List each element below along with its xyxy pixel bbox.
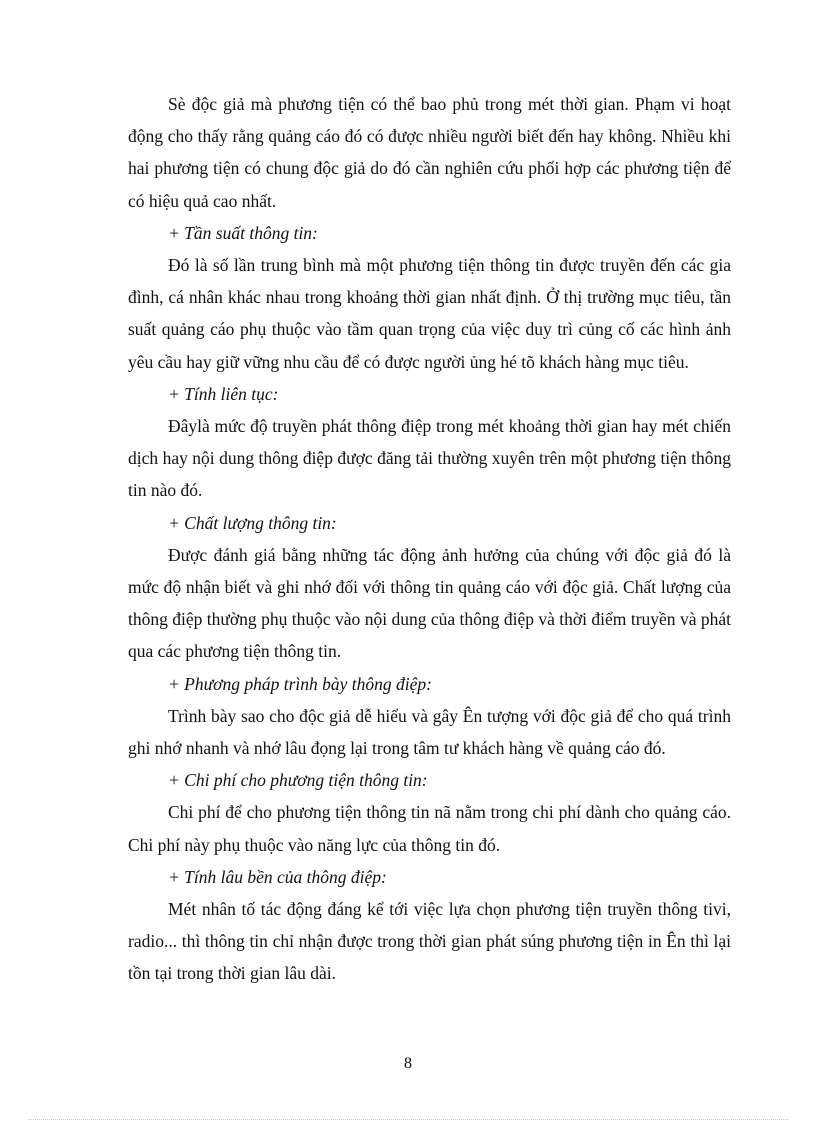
paragraph-audience-reach: Sè độc giả mà phương tiện có thể bao phủ trong mét thời gian. Phạm vi hoạt động cho thấy rằng quảng cáo đó có được nhiều người biết đến hay không. Nhiều khi hai phương tiện có chung độc giả do đó cần nghiên cứu phối hợp các phương tiện để có hiệu quả cao nhất.: [128, 94, 731, 211]
heading-frequency: + Tần suất thông tin:: [168, 222, 318, 243]
paragraph-continuity: Đâylà mức độ truyền phát thông điệp trong mét khoảng thời gian hay mét chiến dịch hay nội dung thông điệp được đăng tải thường xuyên trên một phương tiện thông tin nào đó.: [128, 416, 731, 501]
paragraph-message-durability: Mét nhân tố tác động đáng kể tới việc lựa chọn phương tiện truyền thông tivi, radio... thì thông tin chỉ nhận được trong thời gian phát súng phương tiện in Ên thì lại tồn tại trong thời gian lâu dài.: [128, 899, 731, 984]
page-bottom-divider: [28, 1119, 788, 1120]
paragraph-media-cost: Chi phí để cho phương tiện thông tin nã nằm trong chi phí dành cho quảng cáo. Chi phí này phụ thuộc vào năng lực của thông tin đó.: [128, 802, 731, 855]
heading-quality: + Chất lượng thông tin:: [168, 512, 337, 533]
heading-message-durability: + Tính lâu bền của thông điệp:: [168, 866, 387, 887]
heading-media-cost: + Chi phí cho phương tiện thông tin:: [168, 770, 428, 791]
heading-presentation-method: + Phương pháp trình bày thông điệp:: [168, 673, 433, 694]
paragraph-presentation-method: Trình bày sao cho độc giả dễ hiểu và gây Ên tượng với độc giả để cho quá trình ghi nhớ nhanh và nhớ lâu đọng lại trong tâm tư khách hàng về quảng cáo đó.: [128, 705, 731, 759]
heading-continuity: + Tính liên tục:: [168, 383, 279, 404]
document-page: [128, 88, 731, 990]
paragraph-frequency: Đó là số lần trung bình mà một phương tiện thông tin được truyền đến các gia đình, cá nhân khác nhau trong khoảng thời gian nhất định. Ở thị trường mục tiêu, tần suất quảng cáo phụ thuộc vào tầm quan trọng của việc duy trì củng cố các hình ảnh yêu cầu hay giữ vững nhu cầu để có được người ủng hé tõ khách hàng mục tiêu.: [128, 255, 731, 372]
paragraph-quality: Được đánh giá bằng những tác động ảnh hưởng của chúng với độc giả đó là mức độ nhận biết và ghi nhớ đối với thông tin quảng cáo với độc giả. Chất lượng của thông điệp thường phụ thuộc vào nội dung của thông điệp và thời điểm truyền và phát qua các phương tiện thông tin.: [128, 544, 731, 662]
page-number: 8: [404, 1055, 412, 1072]
